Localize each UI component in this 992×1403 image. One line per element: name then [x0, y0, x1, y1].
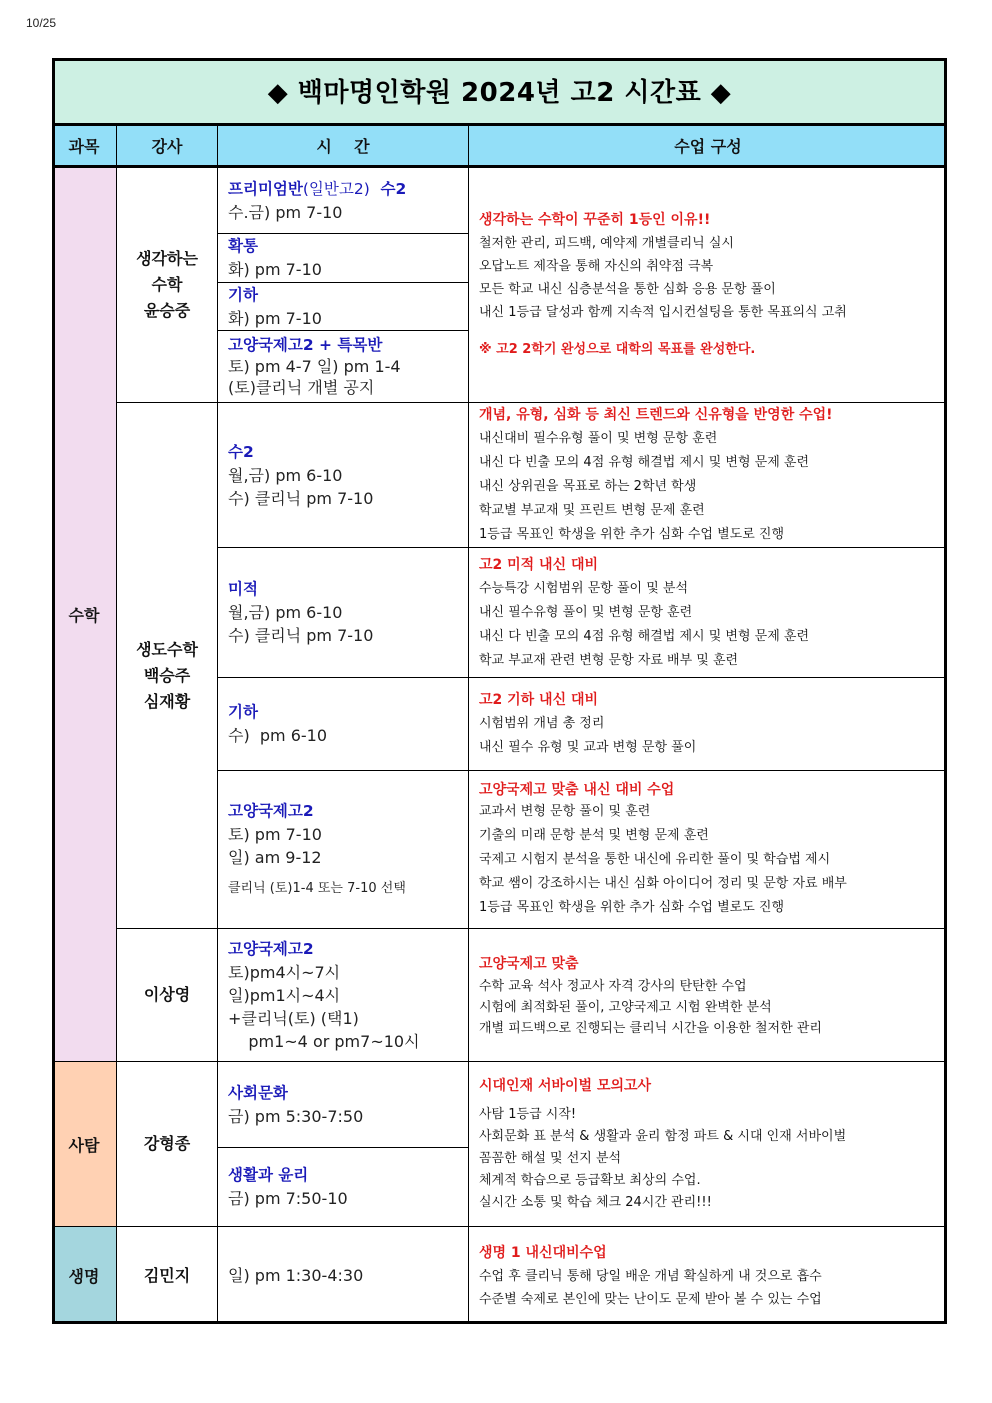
- header-time: 시 간: [218, 126, 469, 168]
- course-name: 프리미엄반(일반고2) 수2: [228, 179, 407, 198]
- description-heading: 개념, 유형, 심화 등 최신 트렌드와 신유형을 반영한 수업!: [479, 407, 833, 423]
- description-item: 개별 피드백으로 진행되는 클리닉 시간을 이용한 철저한 관리: [479, 1020, 822, 1036]
- teacher-name-line: 심재황: [143, 691, 191, 711]
- description-item: 실시간 소통 및 학습 체크 24시간 관리!!!: [479, 1195, 712, 1210]
- description-item: 학교 쌤이 강조하시는 내신 심화 아이디어 정리 및 문항 자료 배부: [479, 875, 847, 891]
- course-name: 미적: [228, 580, 258, 598]
- schedule-line: 일) pm 1:30-4:30: [228, 1266, 364, 1285]
- subject-label: 수학: [68, 606, 100, 625]
- teacher-cell-yoon: [117, 168, 218, 403]
- class-time-cell: [218, 1148, 469, 1227]
- subject-life-science: [52, 1227, 117, 1324]
- description-item: 내신 다 빈출 모의 4점 유형 해결법 제시 및 변형 문제 훈련: [479, 628, 810, 644]
- course-name: 고양국제고2 + 특목반: [228, 336, 383, 354]
- class-time-cell: [218, 1227, 469, 1324]
- page-number: 10/25: [26, 16, 57, 30]
- schedule-line: 일)pm1시~4시: [228, 985, 341, 1005]
- class-time-cell: [218, 1062, 469, 1148]
- subject-math: [52, 168, 117, 1062]
- schedule-line: +클리닉(토) (택1): [228, 1008, 359, 1028]
- class-description: [469, 678, 947, 771]
- teacher-name-line: 강형종: [143, 1134, 191, 1153]
- description-item: 1등급 목표인 학생을 위한 추가 심화 수업 별로도 진행: [479, 899, 785, 915]
- schedule-line: 금) pm 5:30-7:50: [228, 1106, 364, 1126]
- class-time-cell: [218, 283, 469, 331]
- description-item: 내신 상위권을 목표로 하는 2학년 학생: [479, 479, 697, 494]
- class-description: [469, 1227, 947, 1324]
- schedule-line: (토)클리닉 개별 공지: [228, 378, 375, 397]
- description-item: 수업 후 클리닉 통해 당일 배운 개념 확실하게 내 것으로 흡수: [479, 1268, 822, 1284]
- schedule-line: 화) pm 7-10: [228, 308, 322, 328]
- teacher-cell-lee: [117, 929, 218, 1062]
- schedule-line: 토)pm4시~7시: [228, 962, 341, 982]
- header-content: 수업 구성: [469, 126, 947, 168]
- description-item: 모든 학교 내신 심층분석을 통한 심화 응용 문항 풀이: [479, 282, 776, 297]
- description-heading: 고2 기하 내신 대비: [479, 692, 599, 708]
- description-item: 철저한 관리, 피드백, 예약제 개별클리닉 실시: [479, 236, 734, 251]
- schedule-line: 금) pm 7:50-10: [228, 1189, 348, 1208]
- teacher-name-line: 수학: [151, 275, 183, 294]
- schedule-line: 화) pm 7-10: [228, 260, 322, 279]
- class-description: [469, 1062, 947, 1227]
- description-item: 수준별 숙제로 본인에 맞는 난이도 문제 받아 볼 수 있는 수업: [479, 1291, 822, 1307]
- description-item: 오답노트 제작을 통해 자신의 취약점 극복: [479, 259, 714, 274]
- description-heading: 생각하는 수학이 꾸준히 1등인 이유!!: [479, 212, 711, 228]
- description-heading: 고2 미적 내신 대비: [479, 556, 599, 573]
- teacher-name-line: 생도수학: [136, 639, 198, 659]
- description-heading: 고양국제고 맞춤 내신 대비 수업: [479, 781, 675, 798]
- teacher-name-line: 김민지: [143, 1265, 191, 1285]
- schedule-line: 수) pm 6-10: [228, 726, 328, 745]
- class-description: [469, 403, 947, 548]
- teacher-name-line: 백승주: [143, 665, 191, 685]
- subject-label: 생명: [68, 1267, 100, 1286]
- course-name: 기하: [228, 285, 258, 304]
- course-name: 수2: [228, 442, 254, 461]
- description-item: 교과서 변형 문항 풀이 및 훈련: [479, 803, 651, 819]
- class-time-cell: [218, 678, 469, 771]
- subject-label: 사탐: [68, 1135, 100, 1155]
- teacher-cell-kim: [117, 1227, 218, 1324]
- description-item: 체계적 학습으로 등급확보 최상의 수업.: [479, 1173, 701, 1188]
- schedule-line: 월,금) pm 6-10: [228, 465, 343, 485]
- teacher-name-line: 생각하는: [136, 249, 198, 268]
- class-time-cell: [218, 929, 469, 1062]
- description-item: 학교별 부교재 및 프린트 변형 문제 훈련: [479, 503, 705, 518]
- description-item: 내신 필수 유형 및 교과 변형 문항 풀이: [479, 740, 697, 755]
- description-item: 내신대비 필수유형 풀이 및 변형 문항 훈련: [479, 431, 718, 446]
- description-item: 시험범위 개념 총 정리: [479, 716, 605, 731]
- description-item: 사탐 1등급 시작!: [479, 1107, 577, 1122]
- teacher-name-line: 윤승중: [143, 301, 191, 320]
- class-description: [469, 168, 947, 403]
- description-item: 학교 부교재 관련 변형 문항 자료 배부 및 훈련: [479, 652, 739, 668]
- description-item: 내신 필수유형 풀이 및 변형 문항 훈련: [479, 604, 693, 620]
- description-item: 수능특강 시험범위 문항 풀이 및 분석: [479, 580, 689, 596]
- description-item: 1등급 목표인 학생을 위한 추가 심화 수업 별도로 진행: [479, 527, 785, 542]
- schedule-line: 월,금) pm 6-10: [228, 603, 343, 622]
- description-item: 수학 교육 석사 정교사 자격 강사의 탄탄한 수업: [479, 978, 747, 994]
- class-time-cell: [218, 331, 469, 403]
- header-teacher: 강사: [117, 126, 218, 168]
- course-name: 확통: [228, 237, 258, 255]
- teacher-cell-kang: [117, 1062, 218, 1227]
- class-time-cell: [218, 234, 469, 283]
- description-heading: 시대인재 서바이벌 모의고사: [479, 1078, 652, 1094]
- description-heading: 생명 1 내신대비수업: [479, 1244, 607, 1261]
- class-time-cell: [218, 403, 469, 548]
- teacher-cell-saengdo: [117, 403, 218, 929]
- class-description: [469, 929, 947, 1062]
- class-time-cell: [218, 168, 469, 234]
- class-description: [469, 771, 947, 929]
- class-time-cell: [218, 771, 469, 929]
- schedule-line: 수) 클리닉 pm 7-10: [228, 488, 374, 508]
- schedule-line: 토) pm 7-10: [228, 824, 322, 844]
- subject-social-studies: [52, 1062, 117, 1227]
- schedule-line: 일) am 9-12: [228, 847, 322, 867]
- schedule-line: 수.금) pm 7-10: [228, 202, 343, 222]
- schedule-line: 수) 클리닉 pm 7-10: [228, 626, 374, 645]
- description-item: 사회문화 표 분석 & 생활과 윤리 함정 파트 & 시대 인재 서바이벌: [479, 1129, 847, 1144]
- description-item: 꼼꼼한 해설 및 선지 분석: [479, 1151, 622, 1166]
- description-item: 시험에 최적화된 풀이, 고양국제고 시험 완벽한 분석: [479, 999, 772, 1015]
- course-name: 사회문화: [228, 1083, 288, 1102]
- description-item: 내신 다 빈출 모의 4점 유형 해결법 제시 및 변형 문제 훈련: [479, 455, 810, 470]
- teacher-name-line: 이상영: [143, 985, 191, 1004]
- description-item: 내신 1등급 달성과 함께 지속적 입시컨설팅을 통한 목표의식 고취: [479, 305, 847, 320]
- clinic-note: 클리닉 (토)1-4 또는 7-10 선택: [228, 880, 406, 896]
- description-item: 기출의 미래 문항 분석 및 변형 문제 훈련: [479, 827, 709, 843]
- page-title: ◆ 백마명인학원 2024년 고2 시간표 ◆: [52, 58, 947, 126]
- description-note: ※ 고2 2학기 완성으로 대학의 목표를 완성한다.: [479, 342, 756, 357]
- class-time-cell: [218, 548, 469, 678]
- course-name: 기하: [228, 703, 258, 721]
- description-item: 국제고 시험지 분석을 통한 내신에 유리한 풀이 및 학습법 제시: [479, 851, 831, 867]
- schedule-line: pm1~4 or pm7~10시: [228, 1031, 420, 1051]
- course-name: 고양국제고2: [228, 939, 314, 958]
- schedule-line: 토) pm 4-7 일) pm 1-4: [228, 357, 401, 376]
- class-description: [469, 548, 947, 678]
- header-subject: 과목: [52, 126, 117, 168]
- course-name: 생활과 윤리: [228, 1166, 309, 1184]
- description-heading: 고양국제고 맞춤: [479, 955, 579, 972]
- course-name: 고양국제고2: [228, 801, 314, 820]
